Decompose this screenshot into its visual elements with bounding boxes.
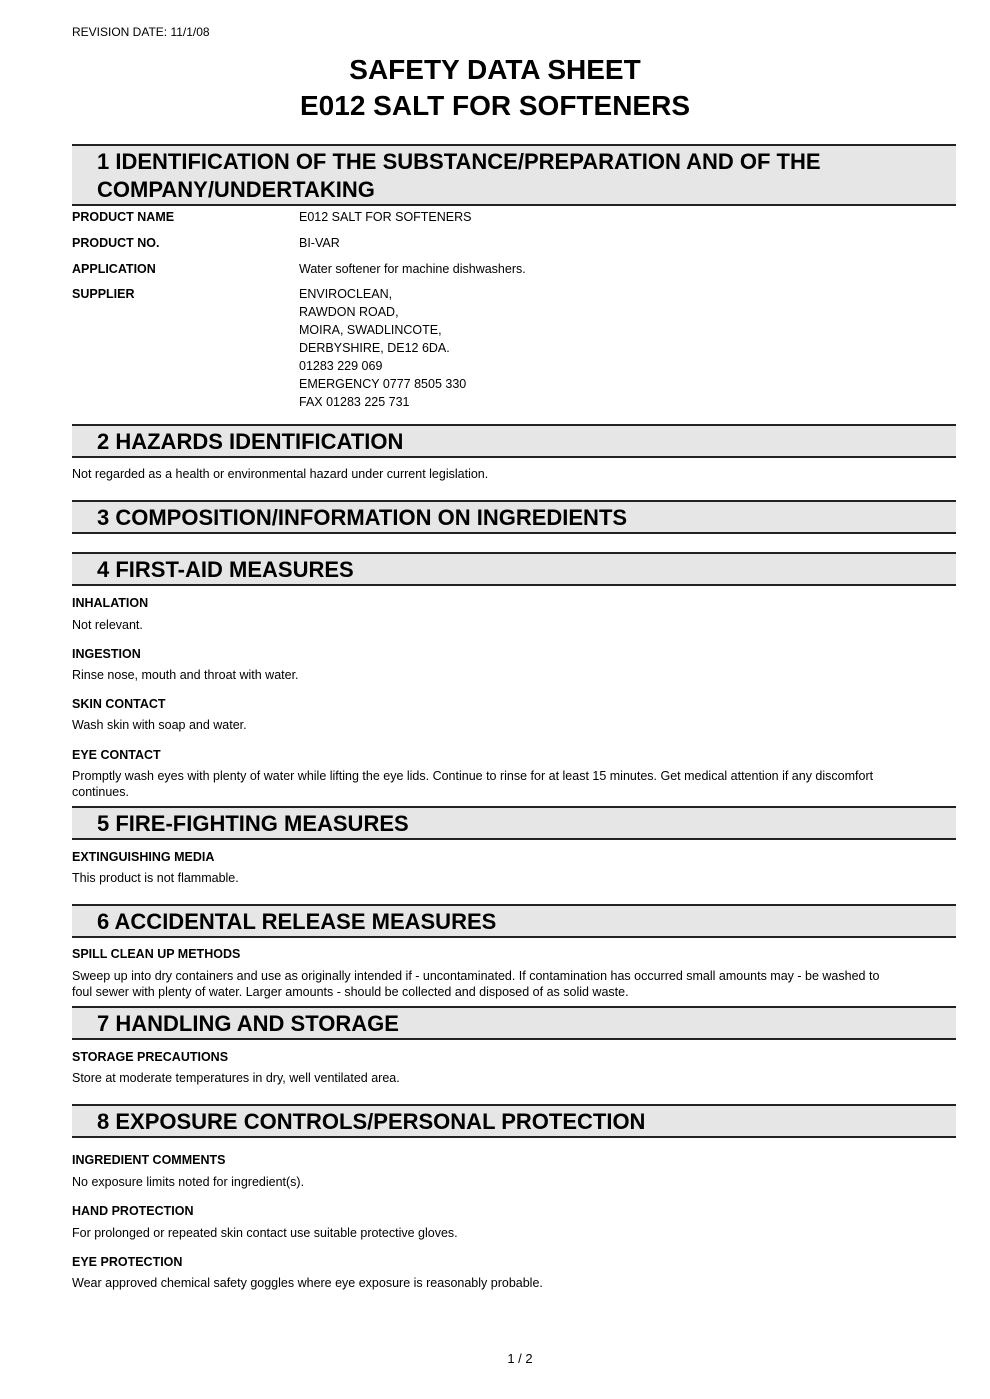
supplier-phone: 01283 229 069 xyxy=(299,359,383,373)
application-label: APPLICATION xyxy=(72,262,156,276)
hand-protection-text: For prolonged or repeated skin contact use suitable protective gloves. xyxy=(72,1226,458,1240)
supplier-label: SUPPLIER xyxy=(72,287,135,301)
section-2-heading: 2 HAZARDS IDENTIFICATION xyxy=(72,424,956,458)
supplier-line: MOIRA, SWADLINCOTE, xyxy=(299,323,442,337)
section-5-heading: 5 FIRE-FIGHTING MEASURES xyxy=(72,806,956,840)
product-title: E012 SALT FOR SOFTENERS xyxy=(300,90,690,121)
ingredient-comments-label: INGREDIENT COMMENTS xyxy=(72,1153,226,1167)
section-1-heading-line1: 1 IDENTIFICATION OF THE SUBSTANCE/PREPARATION AND OF THE xyxy=(97,149,821,174)
supplier-line: DERBYSHIRE, DE12 6DA. xyxy=(299,341,450,355)
hazards-text: Not regarded as a health or environmental hazard under current legislation. xyxy=(72,467,489,481)
ingredient-comments-text: No exposure limits noted for ingredient(s). xyxy=(72,1175,305,1189)
skin-contact-text: Wash skin with soap and water. xyxy=(72,718,247,732)
revision-date: REVISION DATE: 11/1/08 xyxy=(72,25,210,39)
product-name-value: E012 SALT FOR SOFTENERS xyxy=(299,210,472,224)
section-8-heading: 8 EXPOSURE CONTROLS/PERSONAL PROTECTION xyxy=(72,1104,956,1138)
product-no-value: BI-VAR xyxy=(299,236,340,250)
supplier-emergency: EMERGENCY 0777 8505 330 xyxy=(299,377,467,391)
extinguishing-media-label: EXTINGUISHING MEDIA xyxy=(72,850,215,864)
eye-protection-text: Wear approved chemical safety goggles where eye exposure is reasonably probable. xyxy=(72,1276,543,1290)
eye-contact-text: Promptly wash eyes with plenty of water while lifting the eye lids. Continue to rinse for at least 15 minutes. Get medical attention if any discomfort continues. xyxy=(72,769,874,799)
inhalation-label: INHALATION xyxy=(72,596,149,610)
eye-contact-label: EYE CONTACT xyxy=(72,748,161,762)
application-value: Water softener for machine dishwashers. xyxy=(299,262,526,276)
ingestion-text: Rinse nose, mouth and throat with water. xyxy=(72,668,299,682)
page-number: 1 / 2 xyxy=(507,1351,533,1366)
supplier-address xyxy=(299,285,466,411)
hand-protection-label: HAND PROTECTION xyxy=(72,1204,194,1218)
extinguishing-media-text: This product is not flammable. xyxy=(72,871,239,885)
storage-precautions-text: Store at moderate temperatures in dry, well ventilated area. xyxy=(72,1071,400,1085)
section-4-heading: 4 FIRST-AID MEASURES xyxy=(72,552,956,586)
skin-contact-label: SKIN CONTACT xyxy=(72,697,166,711)
ingestion-label: INGESTION xyxy=(72,647,141,661)
supplier-fax: FAX 01283 225 731 xyxy=(299,395,410,409)
section-6-heading: 6 ACCIDENTAL RELEASE MEASURES xyxy=(72,904,956,938)
section-1-heading-line2: COMPANY/UNDERTAKING xyxy=(97,177,375,202)
spill-clean-up-text: Sweep up into dry containers and use as originally intended if - uncontaminated. If contamination has occurred small amounts may - be washed to foul sewer with plenty of water. Larger amounts - should be collected and disposed of as solid waste. xyxy=(72,969,880,999)
spill-clean-up-label: SPILL CLEAN UP METHODS xyxy=(72,947,241,961)
inhalation-text: Not relevant. xyxy=(72,618,143,632)
product-name-label: PRODUCT NAME xyxy=(72,210,175,224)
storage-precautions-label: STORAGE PRECAUTIONS xyxy=(72,1050,229,1064)
product-no-label: PRODUCT NO. xyxy=(72,236,160,250)
section-1-heading xyxy=(72,144,956,206)
supplier-line: RAWDON ROAD, xyxy=(299,305,399,319)
eye-protection-label: EYE PROTECTION xyxy=(72,1255,183,1269)
section-7-heading: 7 HANDLING AND STORAGE xyxy=(72,1006,956,1040)
section-3-heading: 3 COMPOSITION/INFORMATION ON INGREDIENTS xyxy=(72,500,956,534)
supplier-line: ENVIROCLEAN, xyxy=(299,287,393,301)
document-title: SAFETY DATA SHEET xyxy=(349,54,641,85)
